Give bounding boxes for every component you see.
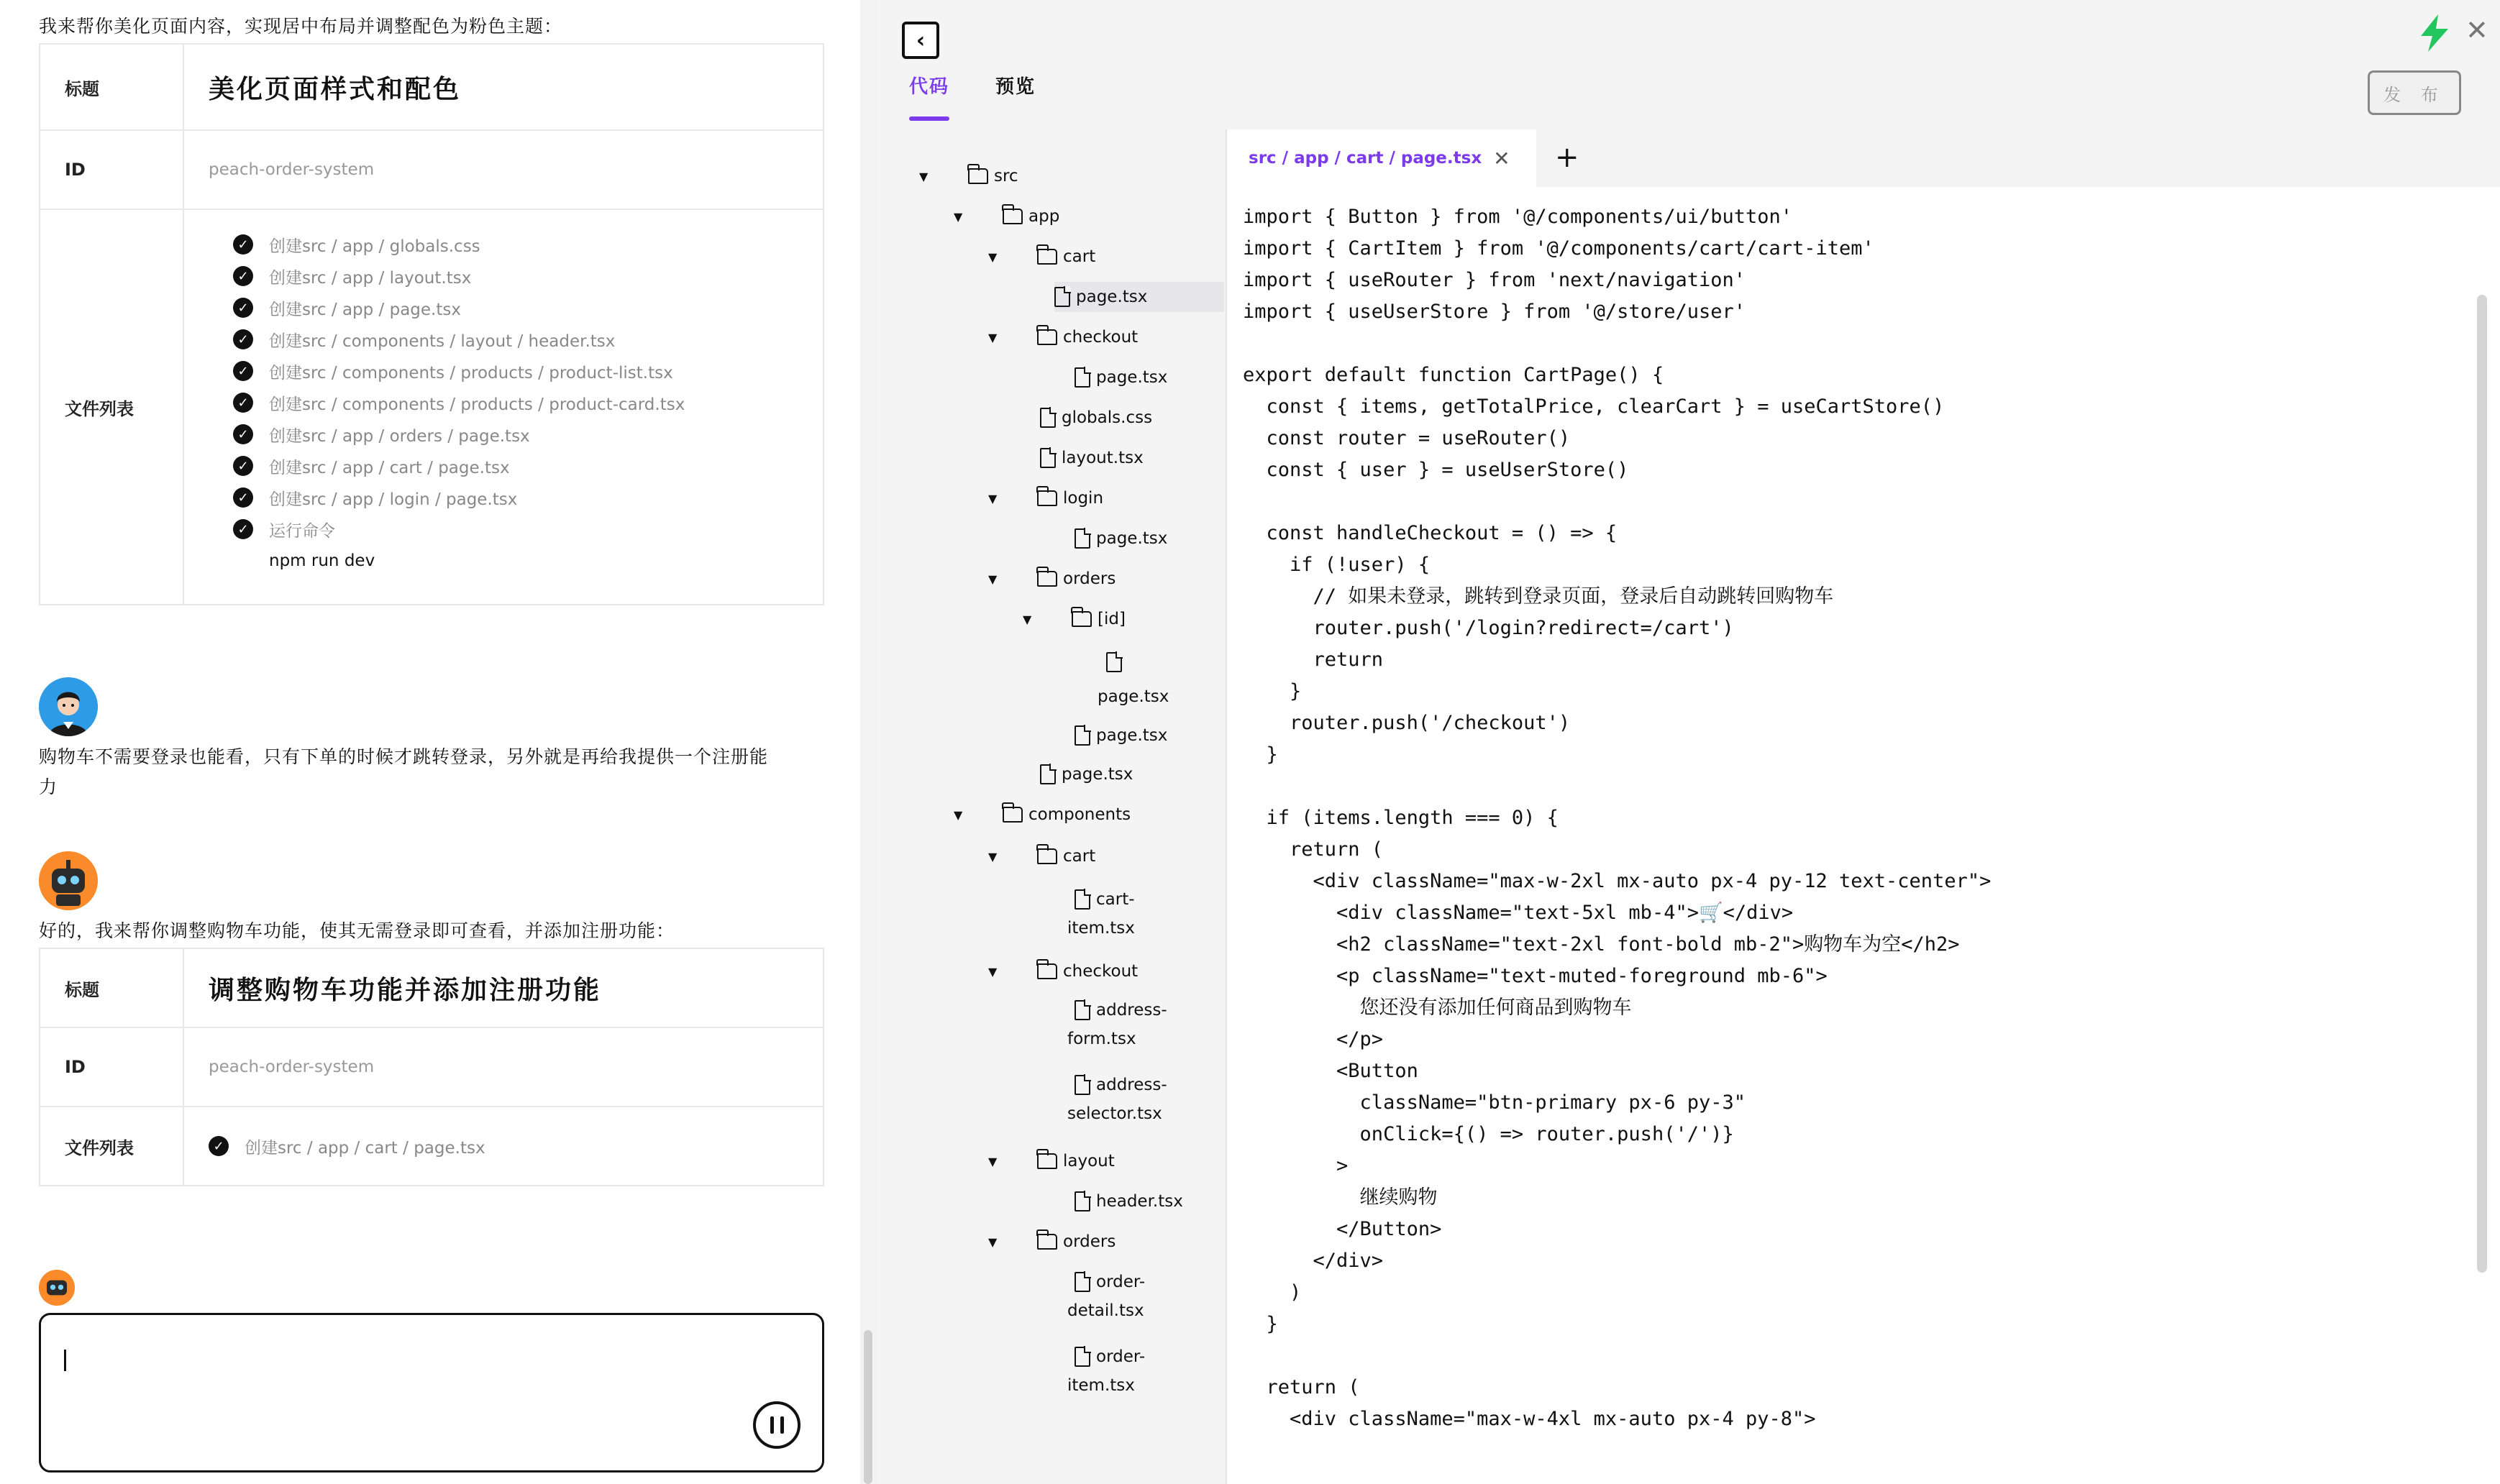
file-item: ✓ 创建src / components / products / product-list.tsx <box>233 355 685 387</box>
assistant-avatar <box>39 1270 75 1306</box>
tree-folder[interactable]: checkout <box>1037 956 1138 986</box>
user-avatar <box>39 677 98 736</box>
file-icon <box>1040 408 1056 428</box>
folder-icon <box>1037 571 1057 587</box>
code-line: router.push('/checkout') <box>1243 712 1571 734</box>
file-icon <box>1075 1075 1090 1095</box>
code-editor <box>1227 129 2500 1484</box>
tree-folder[interactable]: orders <box>1037 1227 1116 1257</box>
editor-file-tab[interactable] <box>1227 129 1536 187</box>
folder-icon <box>1037 1153 1057 1169</box>
tree-file[interactable]: page.tsx <box>1075 720 1167 751</box>
check-icon: ✓ <box>233 298 253 318</box>
chevron-down-icon[interactable]: ▼ <box>988 1155 998 1168</box>
folder-icon <box>968 168 988 184</box>
file-item: ✓ 运行命令 <box>233 513 685 545</box>
code-line: ) <box>1243 1281 1302 1304</box>
code-line: const handleCheckout = () => { <box>1243 522 1618 544</box>
code-line: return ( <box>1243 1376 1360 1398</box>
folder-icon <box>1037 963 1057 979</box>
code-line: const { user } = useUserStore() <box>1243 459 1629 481</box>
pause-icon <box>770 1416 774 1434</box>
card-id-label: ID <box>40 1028 184 1106</box>
file-icon <box>1040 764 1056 784</box>
publish-button[interactable]: 发 布 <box>2368 70 2461 115</box>
tree-folder[interactable]: login <box>1037 483 1103 513</box>
tree-folder[interactable]: components <box>1003 800 1131 830</box>
active-tab-indicator <box>909 116 949 121</box>
chevron-down-icon[interactable]: ▼ <box>988 850 998 864</box>
file-icon <box>1075 1000 1090 1020</box>
chevron-down-icon[interactable]: ▼ <box>919 170 929 183</box>
check-icon: ✓ <box>233 424 253 444</box>
tree-file[interactable]: address- <box>1075 1070 1167 1100</box>
tree-folder[interactable]: app <box>1003 201 1059 232</box>
card-title-label: 标题 <box>40 949 184 1027</box>
folder-icon <box>1037 249 1057 265</box>
assistant-avatar <box>39 851 98 910</box>
tree-folder[interactable]: layout <box>1037 1146 1115 1176</box>
file-list <box>209 210 685 591</box>
file-icon <box>1075 1347 1090 1367</box>
check-icon: ✓ <box>209 1136 229 1156</box>
code-line: <div className="max-w-2xl mx-auto px-4 py-12 text-center"> <box>1243 870 1992 892</box>
file-item: ✓ 创建src / app / layout.tsx <box>233 260 685 292</box>
code-line: <Button <box>1243 1060 1418 1082</box>
task-card <box>39 43 824 605</box>
code-line: 您还没有添加任何商品到购物车 <box>1243 997 1632 1019</box>
code-line: onClick={() => router.push('/')} <box>1243 1123 1734 1145</box>
tree-folder[interactable]: checkout <box>1037 322 1138 352</box>
code-line: import { useRouter } from 'next/navigation' <box>1243 269 1746 291</box>
tree-folder[interactable]: src <box>968 161 1018 191</box>
check-icon: ✓ <box>233 234 253 255</box>
tree-file[interactable]: header.tsx <box>1075 1186 1183 1217</box>
command-text: npm run dev <box>269 551 375 570</box>
folder-icon <box>1037 490 1057 506</box>
pause-button[interactable] <box>753 1401 800 1449</box>
user-message-continued: 力 <box>39 777 58 797</box>
file-icon <box>1040 448 1056 468</box>
file-tree <box>876 129 1226 1484</box>
chat-panel <box>0 0 860 1484</box>
code-line: const router = useRouter() <box>1243 427 1571 449</box>
tree-file[interactable]: order- <box>1075 1267 1145 1297</box>
chevron-down-icon[interactable]: ▼ <box>954 210 963 224</box>
code-line: <p className="text-muted-foreground mb-6"> <box>1243 965 1828 987</box>
tree-file[interactable]: cart- <box>1075 884 1135 915</box>
user-message: 购物车不需要登录也能看，只有下单的时候才跳转登录，另外就是再给我提供一个注册能 <box>39 746 769 767</box>
editor-scrollbar[interactable] <box>2477 295 2487 1273</box>
file-icon <box>1075 528 1090 549</box>
folder-icon <box>1037 1234 1057 1250</box>
file-icon <box>1075 1272 1090 1292</box>
code-line: return <box>1243 649 1384 671</box>
file-item: ✓ 创建src / components / products / product-card.tsx <box>233 387 685 418</box>
tree-file[interactable] <box>1106 647 1128 677</box>
code-line: } <box>1243 743 1278 766</box>
collapse-panel-button[interactable] <box>902 22 939 59</box>
chevron-down-icon[interactable]: ▼ <box>988 331 998 344</box>
folder-icon <box>1003 807 1023 823</box>
assistant-message: 好的，我来帮你调整购物车功能，使其无需登录即可查看，并添加注册功能： <box>39 920 675 941</box>
tree-file[interactable]: page.tsx <box>1075 523 1167 554</box>
check-icon: ✓ <box>233 456 253 476</box>
card-title: 调整购物车功能并添加注册功能 <box>209 975 602 1005</box>
chat-scrollbar-thumb[interactable] <box>864 1330 872 1484</box>
code-line: <div className="max-w-4xl mx-auto px-4 py-8"> <box>1243 1408 1816 1430</box>
file-item: ✓ 创建src / app / orders / page.tsx <box>233 418 685 450</box>
file-item: ✓ 创建src / app / cart / page.tsx <box>209 1130 485 1162</box>
code-panel <box>876 0 2500 1484</box>
code-line: return ( <box>1243 838 1384 861</box>
tree-file[interactable]: address- <box>1075 995 1167 1025</box>
check-icon: ✓ <box>233 329 253 349</box>
code-content[interactable] <box>1227 209 2460 1445</box>
file-item: ✓ 创建src / app / page.tsx <box>233 292 685 324</box>
folder-icon <box>1037 329 1057 345</box>
tree-folder[interactable]: orders <box>1037 564 1116 594</box>
code-line: className="btn-primary px-6 py-3" <box>1243 1091 1746 1114</box>
code-line: // 如果未登录，跳转到登录页面，登录后自动跳转回购物车 <box>1243 585 1834 608</box>
chat-scrollbar[interactable] <box>860 0 876 1484</box>
tree-file-label-continued: detail.tsx <box>1067 1301 1144 1320</box>
bolt-icon[interactable] <box>2417 13 2453 53</box>
file-item: ✓ 创建src / app / login / page.tsx <box>233 482 685 513</box>
card-title: 美化页面样式和配色 <box>209 74 462 104</box>
chevron-down-icon[interactable]: ▼ <box>988 250 998 264</box>
tree-file-label-continued: item.tsx <box>1067 919 1135 938</box>
folder-icon <box>1072 611 1092 627</box>
card-id: peach-order-system <box>209 160 375 179</box>
chevron-down-icon[interactable]: ▼ <box>988 492 998 505</box>
tree-file[interactable]: page.tsx <box>1054 282 1224 312</box>
tree-file-label: page.tsx <box>1098 687 1169 706</box>
file-icon <box>1075 1191 1090 1212</box>
file-icon <box>1075 725 1090 746</box>
file-item: ✓ 创建src / components / layout / header.tsx <box>233 324 685 355</box>
code-line: router.push('/login?redirect=/cart') <box>1243 617 1734 639</box>
code-line: import { Button } from '@/components/ui/button' <box>1243 209 1793 228</box>
code-line: const { items, getTotalPrice, clearCart } = useCartStore() <box>1243 395 1945 418</box>
file-icon <box>1075 367 1090 388</box>
code-line: </div> <box>1243 1250 1384 1272</box>
tree-file[interactable]: order- <box>1075 1342 1145 1372</box>
code-line: </Button> <box>1243 1218 1442 1240</box>
tree-folder[interactable]: cart <box>1037 242 1095 272</box>
code-line: } <box>1243 680 1302 702</box>
tree-folder[interactable]: [id] <box>1072 604 1126 634</box>
message-input[interactable] <box>64 1337 711 1380</box>
chevron-down-icon[interactable]: ▼ <box>988 1235 998 1249</box>
code-line: export default function CartPage() { <box>1243 364 1664 386</box>
code-line: > <box>1243 1155 1349 1177</box>
check-icon: ✓ <box>233 519 253 539</box>
tree-file-label-continued: item.tsx <box>1067 1376 1135 1395</box>
tree-file[interactable]: page.tsx <box>1075 362 1167 393</box>
tree-folder[interactable]: cart <box>1037 841 1095 871</box>
chevron-left-icon: ‹ <box>916 27 926 53</box>
folder-icon <box>1003 209 1023 224</box>
folder-icon <box>1037 848 1057 864</box>
check-icon: ✓ <box>233 361 253 381</box>
card-title-label: 标题 <box>40 45 184 129</box>
tab-code[interactable]: 代码 <box>909 76 950 98</box>
chevron-down-icon[interactable]: ▼ <box>988 572 998 586</box>
assistant-message: 我来帮你美化页面内容，实现居中布局并调整配色为粉色主题： <box>39 16 563 37</box>
code-line: } <box>1243 1313 1278 1335</box>
chevron-down-icon[interactable]: ▼ <box>1023 613 1032 626</box>
code-line: 继续购物 <box>1243 1186 1438 1209</box>
check-icon: ✓ <box>233 487 253 508</box>
card-id: peach-order-system <box>209 1058 375 1076</box>
close-icon[interactable]: ✕ <box>2465 14 2488 46</box>
file-icon <box>1075 889 1090 910</box>
text-cursor <box>64 1350 66 1371</box>
close-tab-icon[interactable]: ✕ <box>1493 146 1510 170</box>
chevron-down-icon[interactable]: ▼ <box>954 808 963 822</box>
file-item: ✓ 创建src / app / globals.css <box>233 229 685 260</box>
code-line: if (!user) { <box>1243 554 1431 576</box>
code-line: if (items.length === 0) { <box>1243 807 1559 829</box>
file-item: ✓ 创建src / app / cart / page.tsx <box>233 450 685 482</box>
card-id-label: ID <box>40 131 184 209</box>
file-icon <box>1054 287 1070 307</box>
file-icon <box>1106 652 1122 672</box>
tree-file[interactable]: layout.tsx <box>1040 443 1144 473</box>
code-line: <div className="text-5xl mb-4">🛒</div> <box>1243 902 1794 924</box>
add-tab-icon[interactable]: + <box>1555 141 1579 174</box>
chevron-down-icon[interactable]: ▼ <box>988 965 998 979</box>
editor-file-tab-label: src / app / cart / page.tsx <box>1249 149 1482 168</box>
code-line: </p> <box>1243 1028 1384 1050</box>
card-files-label: 文件列表 <box>40 210 184 604</box>
tree-file-label-continued: form.tsx <box>1067 1030 1136 1048</box>
check-icon: ✓ <box>233 266 253 286</box>
tab-preview[interactable]: 预览 <box>995 76 1036 98</box>
card-files-label: 文件列表 <box>40 1107 184 1185</box>
code-line: import { CartItem } from '@/components/cart/cart-item' <box>1243 237 1874 260</box>
task-card <box>39 948 824 1186</box>
code-line: import { useUserStore } from '@/store/user' <box>1243 301 1746 323</box>
message-composer[interactable] <box>39 1313 824 1472</box>
code-line: <h2 className="text-2xl font-bold mb-2">购物车为空</h2> <box>1243 933 1960 956</box>
tree-file[interactable]: globals.css <box>1040 403 1152 433</box>
check-icon: ✓ <box>233 393 253 413</box>
tree-file[interactable]: page.tsx <box>1040 759 1133 789</box>
tree-file-label-continued: selector.tsx <box>1067 1104 1162 1123</box>
